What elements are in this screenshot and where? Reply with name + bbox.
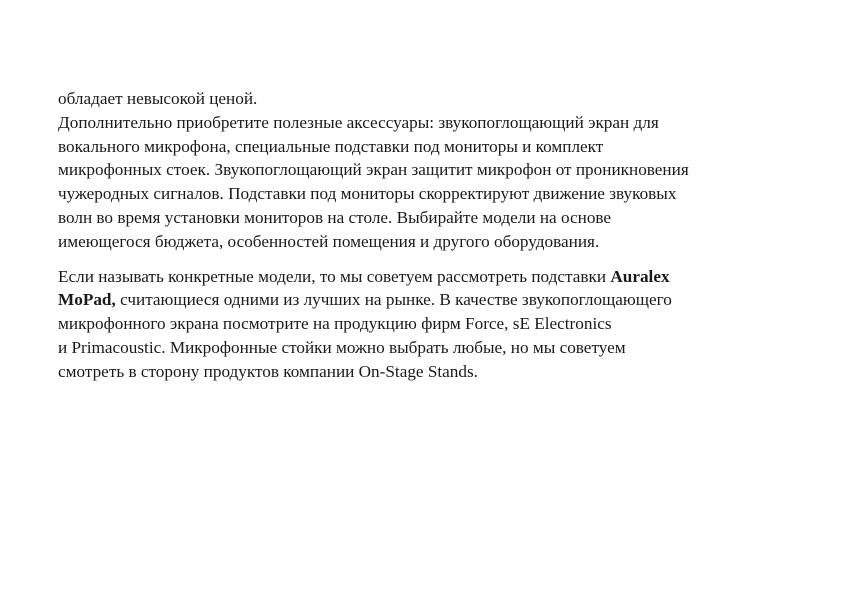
paragraph-recommendations: [58, 265, 798, 384]
text-run: считающиеся одними из лучших на рынке. В качестве звукопоглощающего: [115, 290, 672, 310]
text-line: [58, 288, 798, 312]
text-line: микрофонного экрана посмотрите на продукцию фирм Force, sE Electronics: [58, 314, 612, 334]
paragraph-accessories: [58, 87, 798, 254]
text-line: [58, 265, 798, 289]
text-line: Дополнительно приобретите полезные аксессуары: звукопоглощающий экран для: [58, 112, 659, 132]
text-line: имеющегося бюджета, особенностей помещения и другого оборудования.: [58, 231, 600, 251]
text-line: и Primacoustic. Микрофонные стойки можно выбрать любые, но мы советуем: [58, 337, 626, 357]
text-line: смотреть в сторону продуктов компании On-Stage Stands.: [58, 361, 478, 381]
brand-name-mopad: MoPad,: [58, 290, 116, 310]
text-line: волн во время установки мониторов на столе. Выбирайте модели на основе: [58, 207, 612, 227]
text-line: чужеродных сигналов. Подставки под мониторы скорректируют движение звуковых: [58, 184, 677, 204]
text-run: Если называть конкретные модели, то мы советуем рассмотреть подставки: [58, 266, 611, 286]
text-line: обладает невысокой ценой.: [58, 89, 258, 108]
article-text: [58, 87, 798, 384]
text-line: вокального микрофона, специальные подставки под мониторы и комплект: [58, 136, 604, 156]
brand-name-auralex: Auralex: [610, 266, 670, 286]
text-line: микрофонных стоек. Звукопоглощающий экран защитит микрофон от проникновения: [58, 160, 689, 180]
